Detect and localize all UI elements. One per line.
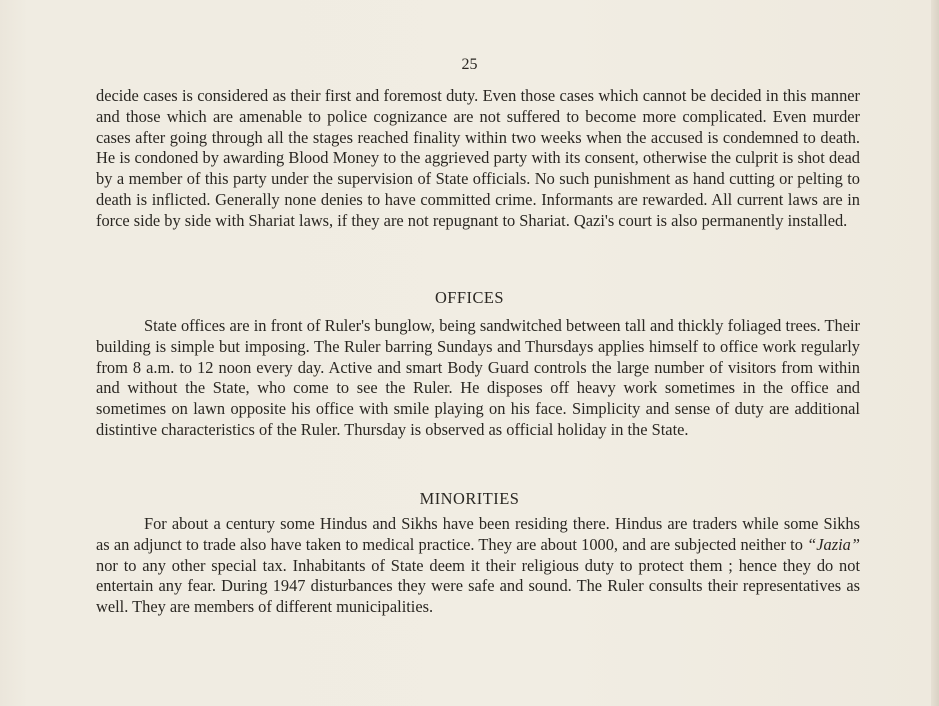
section-heading-minorities: MINORITIES — [419, 489, 520, 508]
page-number: 25 — [461, 56, 478, 73]
paragraph-text-part-2: nor to any other special tax. Inhabitants of State deem it their religious duty to protect them ; hence they do not entertain any fear. During 1947 disturbances they were safe and sound. The Ruler consults their representatives as well. They are members of different municipalities. — [96, 555, 860, 617]
paragraph-court-justice — [96, 86, 860, 232]
paragraph-minorities — [96, 514, 860, 618]
paragraph-text: State offices are in front of Ruler's bunglow, being sandwitched between tall and thickly foliaged trees. Their building is simple but imposing. The Ruler barring Sundays and Thursdays applies himself to office work regularly from 8 a.m. to 12 noon every day. Active and smart Body Guard controls the large number of visitors from within and without the State, who come to see the Ruler. He disposes off heavy work sometimes in the office and sometimes on lawn opposite his office with smile playing on his face. Simplicity and sense of duty are additional distintive characteristics of the Ruler. Thursday is observed as official holiday in the State. — [96, 316, 860, 439]
jazia-term: “Jazia” — [807, 534, 860, 554]
paragraph-text — [96, 514, 860, 618]
paragraph-text: decide cases is considered as their first and foremost duty. Even those cases which cannot be decided in this manner and those which are amenable to police cognizance are not suffered to become more complicated. Even murder cases after going through all the stages reached finality within two weeks when the accused is condemned to death. He is condoned by awarding Blood Money to the aggrieved party with its consent, otherwise the culprit is shot dead by a member of this party under the supervision of State officials. No such punishment as hand cutting or pelting to death is inflicted. Generally none denies to have committed crime. Informants are rewarded. All current laws are in force side by side with Shariat laws, if they are not repugnant to Shariat. Qazi's court is also permanently installed. — [96, 86, 860, 230]
paragraph-text-part-1: For about a century some Hindus and Sikhs have been residing there. Hindus are traders while some Sikhs as an adjunct to trade also have taken to medical practice. They are about 1000, and are subjected neither to — [96, 514, 860, 554]
page-edge-shadow — [931, 0, 939, 706]
section-heading-offices: OFFICES — [434, 288, 505, 307]
paragraph-offices — [96, 316, 860, 441]
